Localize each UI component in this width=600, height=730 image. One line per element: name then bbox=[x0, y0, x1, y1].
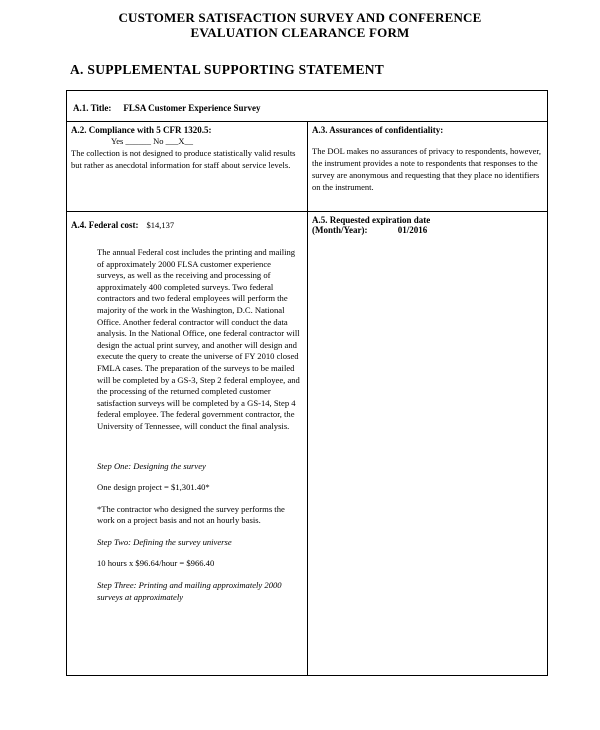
title-line-2: EVALUATION CLEARANCE FORM bbox=[190, 25, 410, 40]
a2-text: The collection is not designed to produce statistically valid results but rather as anecdotal information for staff about service levels. bbox=[71, 148, 296, 170]
clearance-form-table bbox=[66, 90, 548, 676]
a2-yes-no: Yes ______ No ___X__ bbox=[111, 136, 194, 146]
a4-cost: $14,137 bbox=[146, 220, 175, 230]
a5-expiration-value: 01/2016 bbox=[397, 225, 428, 235]
a4-cell bbox=[71, 215, 303, 675]
a5-cell bbox=[312, 215, 544, 255]
a3-cell bbox=[312, 125, 544, 211]
column-divider bbox=[307, 121, 308, 676]
a5-label-line1: A.5. Requested expiration date bbox=[312, 215, 431, 225]
title-line-1: CUSTOMER SATISFACTION SURVEY AND CONFERENCE bbox=[118, 10, 482, 25]
a5-label-line2: (Month/Year): bbox=[312, 225, 368, 235]
a3-label: A.3. Assurances of confidentiality: bbox=[312, 125, 444, 135]
a1-label: A.1. Title: bbox=[73, 103, 112, 113]
a4-step2-heading: Step Two: Defining the survey universe bbox=[97, 536, 232, 547]
a2-cell bbox=[71, 125, 303, 211]
a3-text: The DOL makes no assurances of privacy to respondents, however, the instrument provides a note to respondents that responses to the survey are anonymous and requesting that they place no identifiers on the instrument. bbox=[312, 146, 542, 192]
a1-cell bbox=[73, 98, 543, 118]
a4-paragraph: The annual Federal cost includes the printing and mailing of approximately 2000 FLSA customer experience surveys, as well as the receiving and processing of approximately 400 completed surveys. Two federal contractors and two federal employees will perform the majority of the work in the Washington, D.C. National Office. Another federal contractor will conduct the data analysis. In the National Office, one federal contractor will design the actual print survey, and another will design and execute the query to create the universe of FY 2010 closed FMLA cases. The preparation of the surveys to be mailed will be completed by a GS-3, Step 2 federal employee, and the processing of the returned completed customer satisfaction surveys will be completed by a GS-14, Step 4 federal employee. The federal government contractor, the University of Tennessee, will conduct the final analysis. bbox=[97, 247, 300, 431]
a4-label: A.4. Federal cost: bbox=[71, 220, 139, 230]
section-heading: A. SUPPLEMENTAL SUPPORTING STATEMENT bbox=[70, 62, 385, 77]
a2-label: A.2. Compliance with 5 CFR 1320.5: bbox=[71, 125, 212, 135]
a4-step1-line: One design project = $1,301.40* bbox=[97, 482, 210, 493]
a4-step2-line: 10 hours x $96.64/hour = $966.40 bbox=[97, 558, 215, 569]
a1-title-value: FLSA Customer Experience Survey bbox=[123, 103, 261, 113]
a4-step1-note: *The contractor who designed the survey performs the work on a project basis and not an hourly basis. bbox=[97, 503, 285, 526]
a4-step1-heading: Step One: Designing the survey bbox=[97, 460, 206, 471]
document-title bbox=[0, 10, 600, 40]
a4-step3-heading: Step Three: Printing and mailing approximately 2000 surveys at approximately bbox=[97, 580, 282, 602]
